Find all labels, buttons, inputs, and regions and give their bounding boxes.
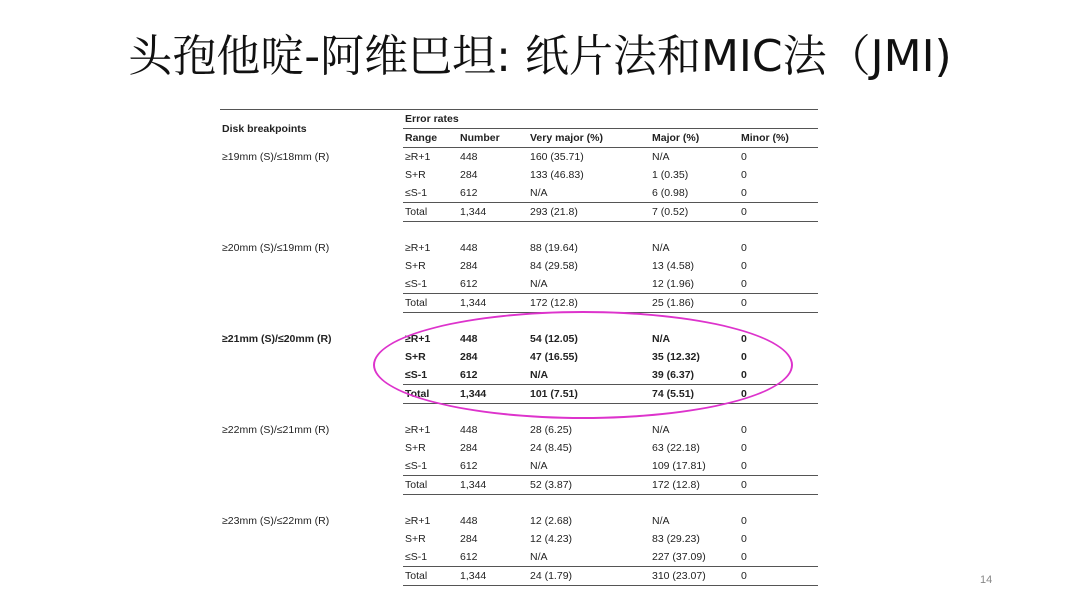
disk-breakpoint-label: ≥21mm (S)/≤20mm (R) [222,333,332,345]
error-rates-table [220,109,818,586]
minor-cell: 0 [739,567,818,586]
very-major-cell: N/A [530,187,548,199]
disk-breakpoint-label: ≥22mm (S)/≤21mm (R) [222,424,330,436]
very-major-cell: 24 (1.79) [528,567,650,586]
very-major-cell: 172 (12.8) [528,294,650,313]
range-cell: ≤S-1 [405,460,428,472]
empty-cell [220,166,403,184]
very-major-cell: 47 (16.55) [530,351,578,363]
major-cell: 39 (6.37) [652,369,695,381]
disk-breakpoint-label: ≥19mm (S)/≤18mm (R) [222,150,330,163]
table-row [220,421,818,439]
major-cell: 83 (29.23) [652,533,700,545]
disk-breakpoint-label: ≥20mm (S)/≤19mm (R) [222,242,330,254]
table-row [220,439,818,457]
major-cell: 74 (5.51) [650,385,739,404]
empty-cell [220,294,403,313]
table-body [220,148,818,586]
minor-cell: 0 [739,203,818,222]
number-cell: 612 [460,187,478,199]
disk-breakpoint-label: ≥23mm (S)/≤22mm (R) [222,515,330,527]
empty-cell [220,476,403,495]
error-rates-header: Error rates [403,110,818,129]
table-row [220,148,818,167]
range-cell: S+R [405,442,426,454]
disk-breakpoints-header: Disk breakpoints [222,122,307,135]
group-spacer [220,313,818,331]
range-cell: ≤S-1 [405,187,428,199]
range-cell: S+R [405,169,426,181]
empty-cell [220,257,403,275]
group-spacer [220,222,818,240]
very-major-cell: 52 (3.87) [528,476,650,495]
range-cell: S+R [405,260,426,272]
table-row [220,476,818,495]
major-cell: N/A [652,333,671,345]
minor-cell: 0 [739,476,818,495]
number-cell: 448 [460,424,478,436]
range-cell: ≥R+1 [405,333,431,345]
empty-cell [220,203,403,222]
minor-cell: 0 [741,442,747,454]
empty-cell [220,548,403,567]
empty-cell [220,366,403,385]
major-cell: 7 (0.52) [650,203,739,222]
empty-cell [220,184,403,203]
minor-cell: 0 [741,424,747,436]
minor-cell: 0 [741,242,747,254]
major-cell: 35 (12.32) [652,351,700,363]
very-major-cell: 54 (12.05) [530,333,578,345]
major-cell: 109 (17.81) [652,460,706,472]
very-major-cell: 12 (2.68) [530,515,573,527]
number-cell: 448 [460,333,478,345]
very-major-cell: N/A [530,369,549,381]
number-cell: 284 [460,351,478,363]
column-header-number: Number [458,129,528,148]
table-row [220,184,818,203]
table-row [220,366,818,385]
number-cell: 448 [460,242,478,254]
very-major-cell: 133 (46.83) [530,169,584,181]
major-cell: 310 (23.07) [650,567,739,586]
empty-cell [220,439,403,457]
number-cell: 1,344 [458,476,528,495]
number-cell: 1,344 [458,385,528,404]
range-cell: ≥R+1 [405,424,431,436]
minor-cell: 0 [739,294,818,313]
minor-cell: 0 [739,385,818,404]
very-major-cell: N/A [530,278,548,290]
range-cell: Total [403,567,458,586]
range-cell: Total [403,385,458,404]
range-cell: ≤S-1 [405,278,428,290]
number-cell: 612 [460,460,478,472]
empty-cell [220,385,403,404]
minor-cell: 0 [741,260,747,272]
range-cell: ≥R+1 [405,151,431,163]
table-row [220,203,818,222]
minor-cell: 0 [741,333,747,345]
minor-cell: 0 [741,169,747,181]
group-spacer [220,404,818,422]
very-major-cell: 160 (35.71) [530,151,584,163]
very-major-cell: 88 (19.64) [530,242,578,254]
range-cell: ≤S-1 [405,369,428,381]
major-cell: N/A [652,424,670,436]
major-cell: N/A [652,515,670,527]
number-cell: 284 [460,533,478,545]
very-major-cell: 24 (8.45) [530,442,573,454]
number-cell: 612 [460,369,478,381]
minor-cell: 0 [741,278,747,290]
table-row [220,512,818,530]
table-row [220,385,818,404]
number-cell: 1,344 [458,567,528,586]
slide-title: 头孢他啶-阿维巴坦: 纸片法和MIC法（JMI) [128,31,952,82]
number-cell: 1,344 [458,294,528,313]
number-cell: 612 [460,278,478,290]
major-cell: 63 (22.18) [652,442,700,454]
range-cell: ≥R+1 [405,242,431,254]
number-cell: 448 [460,515,478,527]
very-major-cell: N/A [530,551,548,563]
major-cell: 227 (37.09) [652,551,706,563]
empty-cell [220,530,403,548]
page-number: 14 [980,574,993,586]
table-row [220,457,818,476]
column-header-range: Range [403,129,458,148]
minor-cell: 0 [741,151,747,163]
number-cell: 284 [460,169,478,181]
major-cell: 25 (1.86) [650,294,739,313]
minor-cell: 0 [741,551,747,563]
number-cell: 1,344 [458,203,528,222]
table-row [220,548,818,567]
major-cell: 172 (12.8) [650,476,739,495]
minor-cell: 0 [741,369,747,381]
minor-cell: 0 [741,187,747,199]
column-header-very-major: Very major (%) [528,129,650,148]
column-header-minor: Minor (%) [739,129,818,148]
table-row [220,166,818,184]
major-cell: 1 (0.35) [652,169,689,181]
table-row [220,294,818,313]
minor-cell: 0 [741,533,747,545]
number-cell: 448 [460,151,478,163]
major-cell: N/A [652,151,670,163]
minor-cell: 0 [741,515,747,527]
table-row [220,275,818,294]
major-cell: N/A [652,242,670,254]
very-major-cell: 84 (29.58) [530,260,578,272]
range-cell: ≤S-1 [405,551,428,563]
empty-cell [220,567,403,586]
very-major-cell: 12 (4.23) [530,533,573,545]
range-cell: S+R [405,351,426,363]
range-cell: Total [403,476,458,495]
number-cell: 284 [460,442,478,454]
column-header-major: Major (%) [650,129,739,148]
very-major-cell: 293 (21.8) [528,203,650,222]
minor-cell: 0 [741,351,747,363]
minor-cell: 0 [741,460,747,472]
range-cell: ≥R+1 [405,515,431,527]
table-row [220,239,818,257]
error-rates-table-container [220,109,818,586]
very-major-cell: 101 (7.51) [528,385,650,404]
empty-cell [220,457,403,476]
very-major-cell: 28 (6.25) [530,424,573,436]
number-cell: 612 [460,551,478,563]
range-cell: S+R [405,533,426,545]
table-row [220,530,818,548]
table-row [220,348,818,366]
number-cell: 284 [460,260,478,272]
range-cell: Total [403,294,458,313]
range-cell: Total [403,203,458,222]
empty-cell [220,348,403,366]
empty-cell [220,275,403,294]
very-major-cell: N/A [530,460,548,472]
group-spacer [220,495,818,513]
major-cell: 13 (4.58) [652,260,695,272]
major-cell: 6 (0.98) [652,187,689,199]
table-row [220,257,818,275]
table-row [220,330,818,348]
major-cell: 12 (1.96) [652,278,695,290]
table-row [220,567,818,586]
